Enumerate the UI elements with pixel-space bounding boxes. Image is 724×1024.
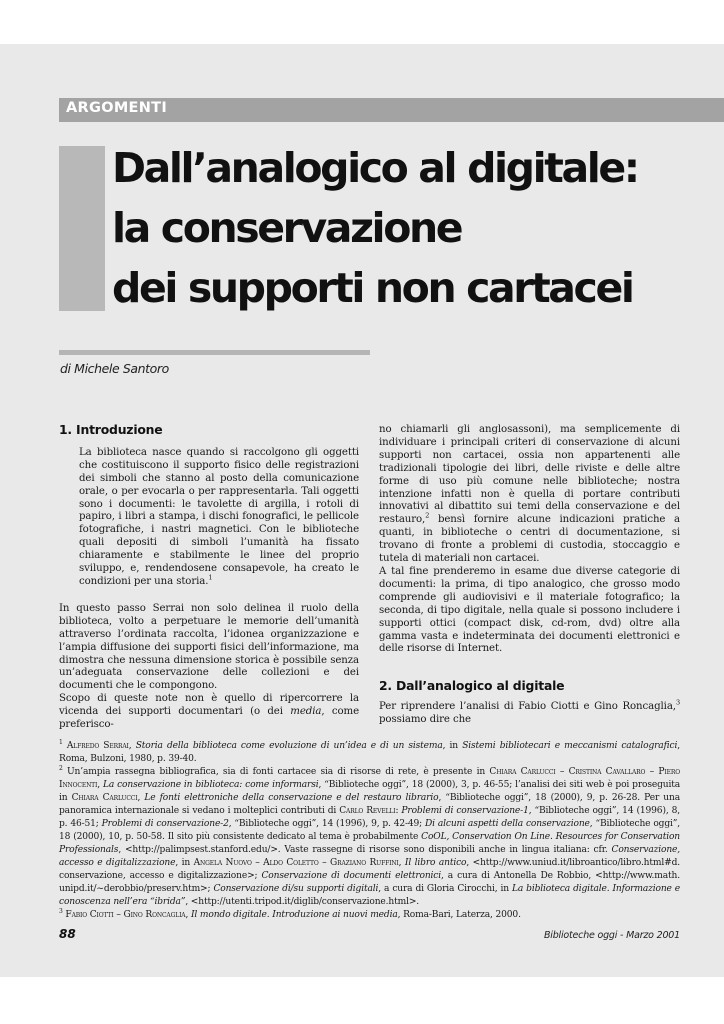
epigraph-quote <box>79 447 359 589</box>
text-run: , in <box>442 741 463 751</box>
footnote-author: Alfredo Serrai <box>66 741 129 751</box>
text-run: bensì fornire alcune indicazioni pratiche a quanti, in biblioteche o centri di documentazione, si trovano di fronte a problemi di custodia, stoccaggio e tutela di materiali non cartacei. <box>379 514 680 565</box>
column-right <box>379 424 680 727</box>
footnote-title: CoOL, Conservation On Line. Resources for Conservation Professionals <box>59 832 680 855</box>
paragraph <box>59 693 359 732</box>
text-run: , <http://palimpsest.stanford.edu/>. Vaste rassegne di risorse sono disponibili anche in lingua italiana: cfr. <box>118 845 612 855</box>
section-1-heading: 1. Introduzione <box>59 422 163 437</box>
title-line-2: la conservazione <box>112 204 462 252</box>
running-footer: Biblioteche oggi - Marzo 2001 <box>543 930 680 941</box>
text-run: , Roma, Bulzoni, 1980, p. 39-40. <box>59 741 681 764</box>
text-run: , “Biblioteche oggi”, 18 (2000), 10, p. 50-58. Il sito più consistente dedicato al tema è probabilmente <box>59 819 680 842</box>
footnote-title: Conservazione, accesso e digitalizzazione <box>59 845 680 868</box>
paragraph <box>379 698 680 727</box>
text-run: , “Biblioteche oggi”, 18 (2000), 9, p. 26-28. Per una panoramica internazionale si vedano i molteplici contributi di <box>59 793 680 816</box>
italic-term: media <box>290 706 322 718</box>
page <box>0 44 724 977</box>
footnote-title: Conservazione di/su supporti digitali <box>213 884 379 894</box>
footnote-title: Storia della biblioteca come evoluzione di un’idea e di un sistema <box>135 741 443 751</box>
footnotes <box>59 740 680 922</box>
text-run: no chiamarli gli anglosassoni), ma semplicemente di individuare i principali criteri di conservazione di alcuni supporti non cartacei, ossia non appartenenti alle tradizionali tipologie dei libri, delle riviste e delle altre forme di uso più comune nelle biblioteche; nostra intenzione infatti non è quella di portare contributi innovativi al dibattito sui temi della conservazione e del restauro, <box>379 424 680 526</box>
text-run: , a cura di Gloria Cirocchi, in <box>378 884 512 894</box>
footnote-author: Carlo Revelli <box>339 806 396 816</box>
text-run: , Roma-Bari, Laterza, 2000. <box>397 910 521 920</box>
text-run: , “Biblioteche oggi”, 18 (2000), 3, p. 46-55; l’analisi dei siti web è poi proseguita in <box>59 780 681 803</box>
column-left <box>59 424 359 732</box>
paragraph: In questo passo Serrai non solo delinea il ruolo della biblioteca, volto a perpetuare le memorie dell’umanità attraverso l’ordinata raccolta, l’idonea organizzazione e l’ampia diffusione dei supporti fisici dell’informazione, ma dimostra che nessuna dimensione storica è possibile senza un’adeguata conservazione delle collezioni e dei documenti che le compongono. <box>59 602 359 692</box>
paragraph: A tal fine prenderemo in esame due diverse categorie di documenti: la prima, di tipo analogico, che grosso modo comprende gli audiovisivi e il materiale fotografico; la seconda, di tipo digitale, nella quale si possono includere i supporti ottici (compact disk, cd-rom, dvd) oltre alla gamma vasta e indeterminata dei documenti elettronici e delle risorse di Internet. <box>379 565 680 655</box>
footnote-number: 2 <box>59 764 63 772</box>
footnote-title: La conservazione in biblioteca: come informarsi <box>102 780 319 790</box>
footnote-ref-2[interactable]: 2 <box>425 511 430 520</box>
title-line-1: Dall’analogico al digitale: <box>112 144 638 192</box>
paragraph <box>379 424 680 566</box>
footnote-author: Chiara Carlucci – Cristina Cavallaro – Piero Innocenti <box>59 767 680 790</box>
footnote-author: Angela Nuovo – Aldo Coletto – Graziano Ruffini <box>193 858 399 868</box>
footnote-title: Problemi di conservazione-2 <box>101 819 229 829</box>
footnote-ref-3[interactable]: 3 <box>675 698 680 707</box>
text-run: , “Biblioteche oggi”, 14 (1996), 9, p. 42-49; <box>228 819 426 829</box>
footnote-title: Il mondo digitale. Introduzione ai nuovi media <box>190 910 398 920</box>
page-number: 88 <box>59 927 76 941</box>
text-run: , “Biblioteche oggi”, 14 (1996), 8, p. 46-51; <box>59 806 680 829</box>
text-run: : <box>395 806 402 816</box>
footnote-2 <box>59 766 680 909</box>
text-run: , <http://utenti.tripod.it/diglib/conservazione.html>. <box>185 897 420 907</box>
title-line-3: dei supporti non cartacei <box>112 264 633 312</box>
footnote-title: Le fonti elettroniche della conservazione e del restauro librario <box>144 793 439 803</box>
section-bar <box>59 98 724 122</box>
footnote-ref-1[interactable]: 1 <box>208 573 213 582</box>
footnote-title: Conservazione di documenti elettronici <box>261 871 442 881</box>
text-run: , <box>97 780 103 790</box>
section-2-heading: 2. Dall’analogico al digitale <box>379 678 565 694</box>
footnote-series: Sistemi bibliotecari e meccanismi catalografici <box>462 741 678 751</box>
footnote-author: Fabio Ciotti – Gino Roncaglia <box>65 910 186 920</box>
text-run: , <box>398 858 405 868</box>
footnote-number: 1 <box>59 738 63 746</box>
article-title <box>112 138 712 318</box>
footnote-1: $^1$ Alfredo Serrai, Storia della biblioteca come evoluzione di un’idea e di un sistema, in Sistemi bibliotecari e meccanismi catalografici, Roma, Bulzoni, 1980, p. 39-40. <box>59 738 681 764</box>
text-run: Per riprendere l’analisi di Fabio Ciotti e Gino Roncaglia, <box>379 701 676 713</box>
text-run: Un’ampia rassegna bibliografica, sia di fonti cartacee sia di risorse di rete, è presente in <box>67 767 490 777</box>
footnote-title: La biblioteca digitale. Informazione e conoscenza nell’era “ibrida” <box>59 884 680 907</box>
article-author: di Michele Santoro <box>60 361 169 376</box>
footnote-title: Di alcuni aspetti della conservazione <box>425 819 590 829</box>
footnote-title: Il libro antico <box>404 858 467 868</box>
text-run: , a cura di Antonella De Robbio, <http://www.math. unipd.it/~derobbio/preserv.htm>; <box>59 871 680 894</box>
author-rule <box>59 350 370 355</box>
footnote-3 <box>59 909 680 922</box>
footnote-number: 3 <box>59 907 63 915</box>
text-run: possiamo dire che <box>379 714 471 726</box>
footnote-author: Chiara Carlucci <box>71 793 138 803</box>
footnote-title: Problemi di conservazione-1 <box>401 806 529 816</box>
text-run: , in <box>175 858 194 868</box>
text-run: , <box>185 910 191 920</box>
section-label: ARGOMENTI <box>66 100 168 116</box>
text-run: Scopo di queste note non è quello di ripercorrere la vicenda dei supporti documentari (o dei <box>59 693 359 718</box>
text-run: , <http://www.uniud.it/libroantico/libro.html#d. conservazione, accesso e digitalizzazione>; <box>59 858 681 881</box>
quote-text: La biblioteca nasce quando si raccolgono gli oggetti che costituiscono il supporto fisico delle registrazioni dei simboli che stanno al posto della comunicazione orale, o per evocarla o per rappresentarla. Tali oggetti sono i documenti: le tavolette di argilla, i rotoli di papiro, i libri a stampa, i dischi fonografici, le pellicole fotografiche, i nastri magnetici. Con le biblioteche quali depositi di simboli l’umanità ha fissato chiaramente e stabilmente le linee del proprio sviluppo, e, rendendosene consapevole, ha creato le condizioni per una storia. <box>79 446 359 587</box>
title-decoration-block <box>59 146 105 311</box>
text-run: , come preferisco- <box>59 706 360 731</box>
text-run: , <box>137 793 145 803</box>
